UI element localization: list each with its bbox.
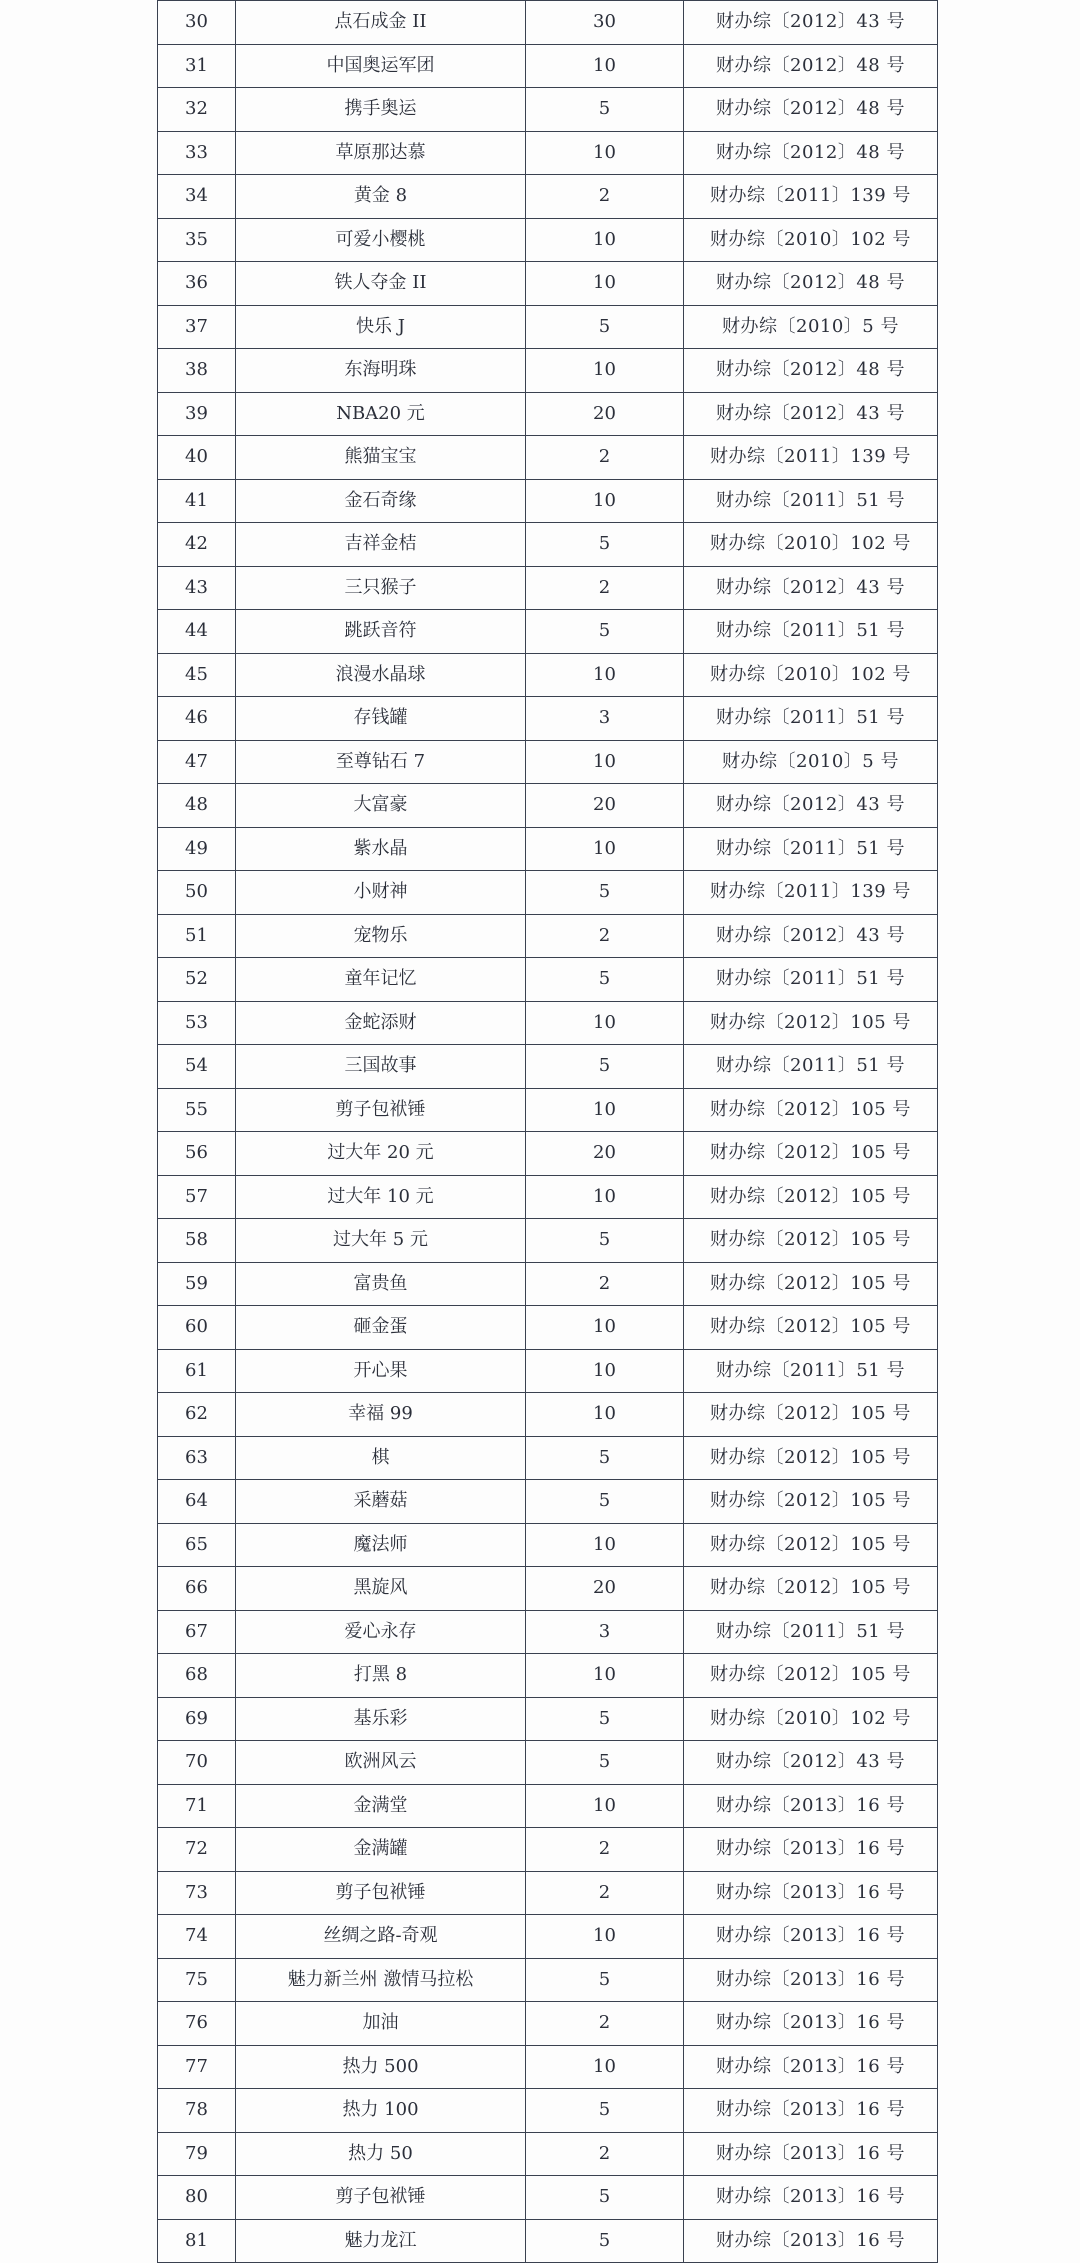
document-number-cell: 财办综〔2013〕16 号 [684,1958,938,2002]
ticket-name-cell: 热力 500 [236,2045,526,2089]
face-value-cell: 3 [526,1610,684,1654]
row-number-cell: 59 [158,1262,236,1306]
face-value-cell: 2 [526,2132,684,2176]
ticket-name-cell: 铁人夺金 II [236,262,526,306]
face-value-cell: 5 [526,2219,684,2263]
face-value-cell: 10 [526,653,684,697]
ticket-name-cell: 跳跃音符 [236,610,526,654]
table-row [158,1610,938,1654]
table-row [158,44,938,88]
face-value-cell: 10 [526,1088,684,1132]
row-number-cell: 46 [158,697,236,741]
row-number-cell: 54 [158,1045,236,1089]
face-value-cell: 10 [526,1349,684,1393]
ticket-name-cell: 剪子包袱锤 [236,1088,526,1132]
table-row [158,1306,938,1350]
ticket-name-cell: 携手奥运 [236,88,526,132]
face-value-cell: 20 [526,784,684,828]
table-row [158,392,938,436]
row-number-cell: 44 [158,610,236,654]
ticket-name-cell: 至尊钻石 7 [236,740,526,784]
face-value-cell: 10 [526,479,684,523]
face-value-cell: 20 [526,392,684,436]
table-row [158,1567,938,1611]
row-number-cell: 74 [158,1915,236,1959]
face-value-cell: 5 [526,1436,684,1480]
ticket-name-cell: 剪子包袱锤 [236,1871,526,1915]
document-number-cell: 财办综〔2011〕51 号 [684,1349,938,1393]
table-row [158,784,938,828]
face-value-cell: 10 [526,827,684,871]
row-number-cell: 48 [158,784,236,828]
document-number-cell: 财办综〔2012〕48 号 [684,349,938,393]
face-value-cell: 10 [526,1654,684,1698]
table-row [158,871,938,915]
row-number-cell: 56 [158,1132,236,1176]
document-number-cell: 财办综〔2011〕139 号 [684,436,938,480]
document-number-cell: 财办综〔2011〕51 号 [684,827,938,871]
row-number-cell: 30 [158,1,236,45]
table-body [158,1,938,2263]
face-value-cell: 10 [526,1915,684,1959]
face-value-cell: 2 [526,2002,684,2046]
table-row [158,1654,938,1698]
document-number-cell: 财办综〔2012〕105 号 [684,1219,938,1263]
ticket-name-cell: 过大年 20 元 [236,1132,526,1176]
table-row [158,1436,938,1480]
table-row [158,1741,938,1785]
table-row [158,1697,938,1741]
ticket-name-cell: 三国故事 [236,1045,526,1089]
ticket-name-cell: 熊猫宝宝 [236,436,526,480]
row-number-cell: 49 [158,827,236,871]
table-row [158,914,938,958]
lottery-table [157,0,938,2263]
ticket-name-cell: 剪子包袱锤 [236,2176,526,2220]
table-row [158,610,938,654]
ticket-name-cell: 东海明珠 [236,349,526,393]
face-value-cell: 5 [526,1480,684,1524]
document-number-cell: 财办综〔2010〕102 号 [684,653,938,697]
row-number-cell: 67 [158,1610,236,1654]
document-number-cell: 财办综〔2012〕43 号 [684,566,938,610]
table-row [158,566,938,610]
document-number-cell: 财办综〔2012〕105 号 [684,1567,938,1611]
row-number-cell: 80 [158,2176,236,2220]
table-row [158,653,938,697]
document-number-cell: 财办综〔2012〕43 号 [684,914,938,958]
document-number-cell: 财办综〔2012〕43 号 [684,392,938,436]
row-number-cell: 73 [158,1871,236,1915]
document-number-cell: 财办综〔2010〕102 号 [684,523,938,567]
table-row [158,305,938,349]
row-number-cell: 55 [158,1088,236,1132]
ticket-name-cell: 采蘑菇 [236,1480,526,1524]
ticket-name-cell: 砸金蛋 [236,1306,526,1350]
face-value-cell: 10 [526,1306,684,1350]
row-number-cell: 69 [158,1697,236,1741]
row-number-cell: 77 [158,2045,236,2089]
document-number-cell: 财办综〔2011〕51 号 [684,1045,938,1089]
row-number-cell: 47 [158,740,236,784]
face-value-cell: 2 [526,566,684,610]
ticket-name-cell: 欧洲风云 [236,1741,526,1785]
ticket-name-cell: 金蛇添财 [236,1001,526,1045]
table-row [158,2002,938,2046]
document-number-cell: 财办综〔2013〕16 号 [684,2089,938,2133]
table-row [158,218,938,262]
face-value-cell: 10 [526,349,684,393]
document-number-cell: 财办综〔2012〕105 号 [684,1088,938,1132]
document-number-cell: 财办综〔2011〕51 号 [684,697,938,741]
table-row [158,958,938,1002]
face-value-cell: 20 [526,1132,684,1176]
table-row [158,1915,938,1959]
face-value-cell: 5 [526,871,684,915]
table-row [158,523,938,567]
ticket-name-cell: 紫水晶 [236,827,526,871]
ticket-name-cell: 可爱小樱桃 [236,218,526,262]
ticket-name-cell: 爱心永存 [236,1610,526,1654]
row-number-cell: 42 [158,523,236,567]
table-row [158,1871,938,1915]
document-number-cell: 财办综〔2012〕43 号 [684,1741,938,1785]
face-value-cell: 5 [526,610,684,654]
row-number-cell: 45 [158,653,236,697]
row-number-cell: 37 [158,305,236,349]
table-row [158,2176,938,2220]
ticket-name-cell: 魅力龙江 [236,2219,526,2263]
document-number-cell: 财办综〔2013〕16 号 [684,1828,938,1872]
row-number-cell: 35 [158,218,236,262]
row-number-cell: 38 [158,349,236,393]
face-value-cell: 5 [526,523,684,567]
document-number-cell: 财办综〔2012〕48 号 [684,262,938,306]
table-row [158,436,938,480]
document-number-cell: 财办综〔2012〕105 号 [684,1654,938,1698]
document-number-cell: 财办综〔2012〕105 号 [684,1132,938,1176]
table-row [158,1001,938,1045]
document-number-cell: 财办综〔2011〕139 号 [684,871,938,915]
document-number-cell: 财办综〔2012〕105 号 [684,1523,938,1567]
document-number-cell: 财办综〔2013〕16 号 [684,1784,938,1828]
ticket-name-cell: 热力 50 [236,2132,526,2176]
document-number-cell: 财办综〔2012〕48 号 [684,131,938,175]
document-number-cell: 财办综〔2011〕51 号 [684,479,938,523]
table-row [158,262,938,306]
table-row [158,1045,938,1089]
ticket-name-cell: 快乐 J [236,305,526,349]
ticket-name-cell: 开心果 [236,1349,526,1393]
ticket-name-cell: 点石成金 II [236,1,526,45]
face-value-cell: 10 [526,1393,684,1437]
document-number-cell: 财办综〔2010〕102 号 [684,218,938,262]
table-row [158,1219,938,1263]
face-value-cell: 10 [526,1001,684,1045]
row-number-cell: 72 [158,1828,236,1872]
row-number-cell: 76 [158,2002,236,2046]
table-row [158,1523,938,1567]
table-row [158,131,938,175]
row-number-cell: 43 [158,566,236,610]
table-row [158,1784,938,1828]
face-value-cell: 2 [526,1871,684,1915]
document-number-cell: 财办综〔2013〕16 号 [684,1871,938,1915]
row-number-cell: 63 [158,1436,236,1480]
ticket-name-cell: 中国奥运军团 [236,44,526,88]
ticket-name-cell: 加油 [236,2002,526,2046]
face-value-cell: 10 [526,740,684,784]
face-value-cell: 2 [526,436,684,480]
face-value-cell: 10 [526,131,684,175]
row-number-cell: 40 [158,436,236,480]
row-number-cell: 53 [158,1001,236,1045]
face-value-cell: 5 [526,958,684,1002]
face-value-cell: 3 [526,697,684,741]
table-row [158,349,938,393]
ticket-name-cell: 黑旋风 [236,1567,526,1611]
table-row [158,1480,938,1524]
row-number-cell: 51 [158,914,236,958]
face-value-cell: 2 [526,1262,684,1306]
document-number-cell: 财办综〔2012〕43 号 [684,784,938,828]
table-row [158,1958,938,2002]
ticket-name-cell: 草原那达慕 [236,131,526,175]
face-value-cell: 5 [526,1958,684,2002]
ticket-name-cell: 热力 100 [236,2089,526,2133]
ticket-name-cell: 富贵鱼 [236,1262,526,1306]
table-row [158,1,938,45]
document-number-cell: 财办综〔2012〕48 号 [684,44,938,88]
row-number-cell: 34 [158,175,236,219]
table-row [158,2219,938,2263]
row-number-cell: 62 [158,1393,236,1437]
document-number-cell: 财办综〔2013〕16 号 [684,2002,938,2046]
document-number-cell: 财办综〔2011〕139 号 [684,175,938,219]
face-value-cell: 5 [526,305,684,349]
table-row [158,479,938,523]
document-number-cell: 财办综〔2013〕16 号 [684,2176,938,2220]
row-number-cell: 39 [158,392,236,436]
document-number-cell: 财办综〔2012〕105 号 [684,1001,938,1045]
face-value-cell: 10 [526,218,684,262]
face-value-cell: 20 [526,1567,684,1611]
document-number-cell: 财办综〔2013〕16 号 [684,2045,938,2089]
ticket-name-cell: 过大年 5 元 [236,1219,526,1263]
document-number-cell: 财办综〔2012〕48 号 [684,88,938,132]
face-value-cell: 5 [526,88,684,132]
face-value-cell: 10 [526,262,684,306]
ticket-name-cell: 棋 [236,1436,526,1480]
row-number-cell: 75 [158,1958,236,2002]
document-number-cell: 财办综〔2011〕51 号 [684,1610,938,1654]
ticket-name-cell: 金满罐 [236,1828,526,1872]
row-number-cell: 66 [158,1567,236,1611]
document-number-cell: 财办综〔2012〕105 号 [684,1393,938,1437]
table-row [158,1132,938,1176]
document-number-cell: 财办综〔2013〕16 号 [684,2219,938,2263]
row-number-cell: 64 [158,1480,236,1524]
table-row [158,1175,938,1219]
face-value-cell: 2 [526,1828,684,1872]
row-number-cell: 52 [158,958,236,1002]
face-value-cell: 10 [526,1175,684,1219]
row-number-cell: 33 [158,131,236,175]
document-number-cell: 财办综〔2010〕5 号 [684,305,938,349]
face-value-cell: 30 [526,1,684,45]
face-value-cell: 5 [526,1045,684,1089]
ticket-name-cell: 吉祥金桔 [236,523,526,567]
document-number-cell: 财办综〔2012〕43 号 [684,1,938,45]
ticket-name-cell: 魔法师 [236,1523,526,1567]
ticket-name-cell: 存钱罐 [236,697,526,741]
ticket-name-cell: 浪漫水晶球 [236,653,526,697]
face-value-cell: 2 [526,914,684,958]
ticket-name-cell: 大富豪 [236,784,526,828]
table-row [158,175,938,219]
face-value-cell: 5 [526,2176,684,2220]
table-row [158,827,938,871]
face-value-cell: 5 [526,1741,684,1785]
face-value-cell: 10 [526,2045,684,2089]
face-value-cell: 5 [526,1697,684,1741]
row-number-cell: 41 [158,479,236,523]
ticket-name-cell: NBA20 元 [236,392,526,436]
ticket-name-cell: 三只猴子 [236,566,526,610]
row-number-cell: 50 [158,871,236,915]
table-row [158,1393,938,1437]
table-row [158,1262,938,1306]
table-row [158,697,938,741]
document-number-cell: 财办综〔2013〕16 号 [684,2132,938,2176]
document-number-cell: 财办综〔2011〕51 号 [684,958,938,1002]
row-number-cell: 68 [158,1654,236,1698]
row-number-cell: 57 [158,1175,236,1219]
ticket-name-cell: 黄金 8 [236,175,526,219]
row-number-cell: 81 [158,2219,236,2263]
document-number-cell: 财办综〔2011〕51 号 [684,610,938,654]
ticket-name-cell: 金满堂 [236,1784,526,1828]
row-number-cell: 65 [158,1523,236,1567]
ticket-name-cell: 宠物乐 [236,914,526,958]
ticket-name-cell: 幸福 99 [236,1393,526,1437]
table-row [158,1088,938,1132]
row-number-cell: 58 [158,1219,236,1263]
document-number-cell: 财办综〔2012〕105 号 [684,1436,938,1480]
face-value-cell: 2 [526,175,684,219]
row-number-cell: 60 [158,1306,236,1350]
ticket-name-cell: 魅力新兰州 激情马拉松 [236,1958,526,2002]
document-number-cell: 财办综〔2010〕5 号 [684,740,938,784]
row-number-cell: 78 [158,2089,236,2133]
document-number-cell: 财办综〔2012〕105 号 [684,1262,938,1306]
ticket-name-cell: 童年记忆 [236,958,526,1002]
ticket-name-cell: 金石奇缘 [236,479,526,523]
document-number-cell: 财办综〔2012〕105 号 [684,1306,938,1350]
face-value-cell: 5 [526,2089,684,2133]
row-number-cell: 61 [158,1349,236,1393]
document-number-cell: 财办综〔2012〕105 号 [684,1175,938,1219]
table-row [158,2045,938,2089]
ticket-name-cell: 基乐彩 [236,1697,526,1741]
ticket-name-cell: 打黑 8 [236,1654,526,1698]
face-value-cell: 10 [526,44,684,88]
document-number-cell: 财办综〔2010〕102 号 [684,1697,938,1741]
row-number-cell: 71 [158,1784,236,1828]
row-number-cell: 70 [158,1741,236,1785]
row-number-cell: 31 [158,44,236,88]
ticket-name-cell: 过大年 10 元 [236,1175,526,1219]
table-row [158,2132,938,2176]
face-value-cell: 10 [526,1784,684,1828]
table-row [158,2089,938,2133]
table-row [158,740,938,784]
row-number-cell: 32 [158,88,236,132]
row-number-cell: 79 [158,2132,236,2176]
ticket-name-cell: 小财神 [236,871,526,915]
face-value-cell: 5 [526,1219,684,1263]
face-value-cell: 10 [526,1523,684,1567]
table-row [158,1349,938,1393]
document-number-cell: 财办综〔2012〕105 号 [684,1480,938,1524]
table-row [158,1828,938,1872]
document-number-cell: 财办综〔2013〕16 号 [684,1915,938,1959]
table-row [158,88,938,132]
row-number-cell: 36 [158,262,236,306]
ticket-name-cell: 丝绸之路-奇观 [236,1915,526,1959]
